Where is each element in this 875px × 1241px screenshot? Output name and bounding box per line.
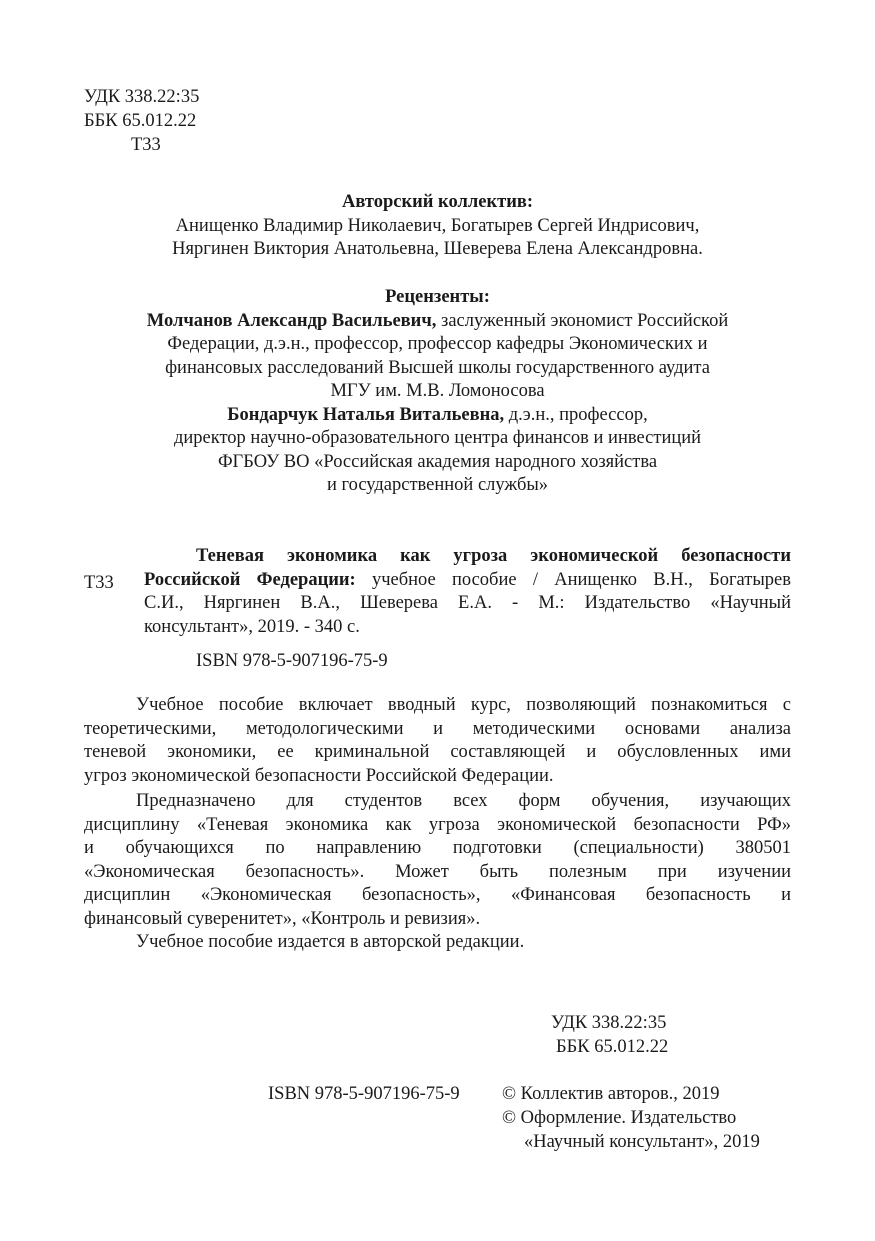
reviewer-2-line — [80, 404, 795, 428]
bibliography-author-mark: Т33 — [84, 573, 114, 593]
bibliography-title-cont: Российской Федерации: — [144, 569, 356, 590]
annotation-line: финансовый суверенитет», «Контроль и ревизия». — [84, 908, 481, 929]
copyright-authors: © Коллектив авторов., 2019 — [502, 1084, 720, 1104]
reviewer-1-name: Молчанов Александр Васильевич, — [146, 310, 437, 331]
reviewer-1-line — [80, 310, 795, 334]
reviewer-1-line: МГУ им. М.В. Ломоносова — [330, 381, 545, 401]
bibliography-isbn: ISBN 978-5-907196-75-9 — [196, 651, 388, 671]
reviewers-block — [80, 286, 795, 498]
reviewer-1-line: Федерации, д.э.н., профессор, профессор кафедры Экономических и — [167, 334, 708, 354]
authors-line: Няргинен Виктория Анатольевна, Шеверева Елена Александровна. — [172, 239, 703, 259]
copyright-publisher: «Научный консультант», 2019 — [524, 1132, 760, 1152]
annotation-line: Предназначено для студентов всех форм обучения, изучающих — [136, 791, 791, 811]
reviewer-2-name: Бондарчук Наталья Витальевна, — [227, 404, 505, 425]
annotation-line: теневой экономики, ее криминальной составляющей и обусловленных ими — [84, 742, 791, 762]
annotation-line: Учебное пособие включает вводный курс, позволяющий познакомиться с — [136, 695, 791, 715]
annotation-line: теоретическими, методологическими и методическими основами анализа — [84, 718, 791, 739]
reviewer-2-line: ФГБОУ ВО «Российская академия народного хозяйства — [217, 451, 658, 472]
reviewers-heading: Рецензенты: — [385, 287, 490, 307]
reviewer-2-line: директор научно-образовательного центра финансов и инвестиций — [173, 428, 702, 448]
annotation-line: и обучающихся по направлению подготовки (специальности) 380501 — [84, 838, 791, 858]
reviewer-2-title: д.э.н., профессор, — [504, 404, 648, 425]
bbk-code: ББК 65.012.22 — [84, 111, 197, 131]
bibliography-line — [144, 569, 791, 593]
reviewer-1-title: заслуженный экономист Российской — [436, 310, 729, 331]
udk-code: УДК 338.22:35 — [84, 87, 200, 107]
annotation-paragraph-3: Учебное пособие издается в авторской редакции. — [136, 932, 525, 952]
annotation-line: угроз экономической безопасности Российской Федерации. — [84, 765, 554, 786]
bibliography-line: консультант», 2019. - 340 с. — [144, 616, 360, 637]
footer-bbk: ББК 65.012.22 — [556, 1037, 669, 1057]
reviewer-2-line: и государственной службы» — [326, 475, 549, 495]
authors-block — [80, 191, 795, 262]
footer-isbn: ISBN 978-5-907196-75-9 — [268, 1084, 460, 1104]
authors-line: Анищенко Владимир Николаевич, Богатырев Сергей Индрисович, — [175, 215, 700, 236]
copyright-design: © Оформление. Издательство — [502, 1108, 737, 1128]
footer-udk: УДК 338.22:35 — [551, 1013, 667, 1033]
bibliography-line: С.И., Няргинен В.А., Шеверева Е.А. - М.: Издательство «Научный — [144, 593, 791, 613]
bibliography-authors: учебное пособие / Анищенко В.Н., Богатырев — [355, 569, 791, 590]
annotation-paragraph-2 — [84, 790, 791, 931]
bibliography-record — [144, 545, 791, 639]
author-mark: Т33 — [131, 135, 161, 155]
annotation-line: дисциплин «Экономическая безопасность», «Финансовая безопасность и — [84, 885, 791, 905]
annotation-line: «Экономическая безопасность». Может быть полезным при изучении — [84, 861, 791, 882]
annotation-line: дисциплину «Теневая экономика как угроза экономической безопасности РФ» — [84, 814, 791, 835]
authors-heading: Авторский коллектив: — [341, 192, 534, 212]
bibliography-title: Теневая экономика как угроза экономической безопасности — [196, 546, 791, 566]
annotation-paragraph-1 — [84, 694, 791, 788]
reviewer-1-line: финансовых расследований Высшей школы государственного аудита — [165, 357, 710, 378]
